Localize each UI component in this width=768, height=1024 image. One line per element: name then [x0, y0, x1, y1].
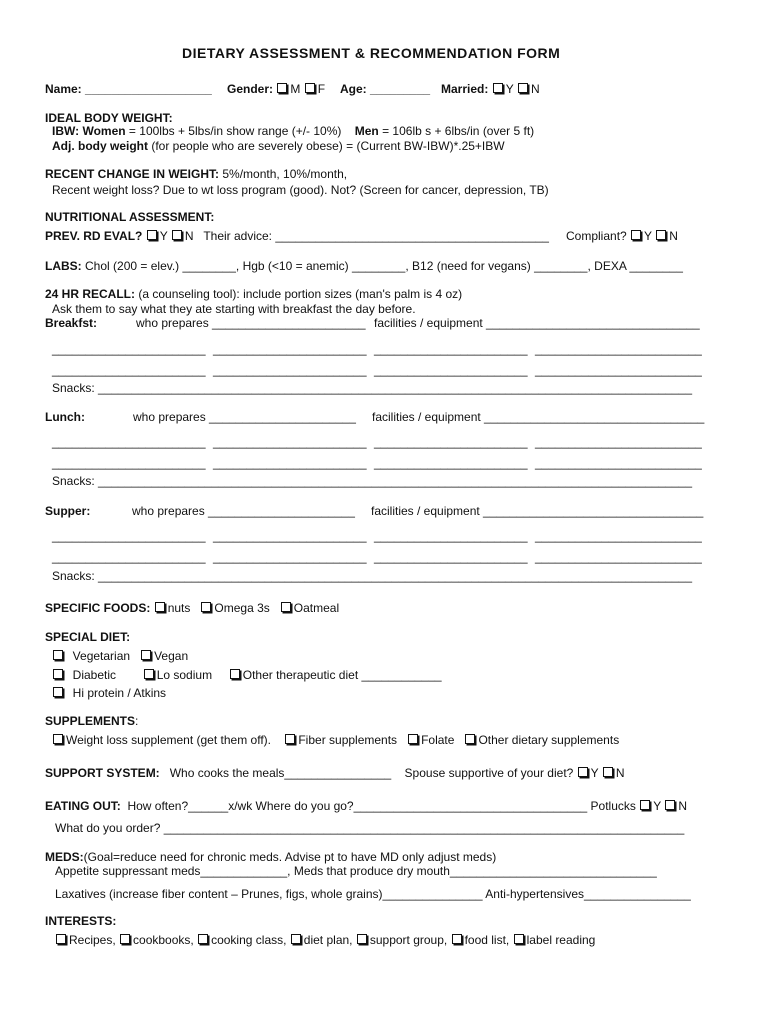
blank-line[interactable]: _______________________: [374, 363, 528, 377]
eating-out-label: EATING OUT:: [45, 799, 121, 813]
checkbox-icon[interactable]: [305, 83, 315, 93]
checkbox-icon[interactable]: [291, 934, 301, 944]
age-field[interactable]: Age: _________: [340, 82, 431, 96]
nutritional-heading: NUTRITIONAL ASSESSMENT:: [45, 210, 215, 224]
breakfast-label: Breakfst:: [45, 316, 98, 330]
lunch-who-prepares[interactable]: who prepares ______________________: [133, 410, 356, 424]
gender-m-label: M: [290, 82, 301, 96]
spouse-y: Y: [590, 766, 599, 780]
option-diabetic: Diabetic: [72, 668, 117, 682]
married-label: Married:: [441, 82, 489, 96]
labs-line: [45, 259, 683, 273]
potlucks-y: Y: [653, 799, 662, 813]
blank-line[interactable]: _________________________: [535, 363, 702, 377]
option-lo-sodium: Lo sodium: [156, 668, 213, 682]
lunch-snacks[interactable]: Snacks: _________________________________________________________________________________________: [52, 474, 692, 488]
blank-line[interactable]: _________________________: [535, 342, 702, 356]
lunch-facilities[interactable]: facilities / equipment _________________________________: [372, 410, 705, 424]
compliant-y: Y: [644, 229, 652, 243]
spouse-n: N: [615, 766, 625, 780]
spouse-supportive-label: Spouse supportive of your diet?: [404, 766, 574, 780]
checkbox-icon[interactable]: [147, 230, 157, 240]
supplements-label: SUPPLEMENTS: [45, 714, 136, 728]
blank-line[interactable]: _______________________: [374, 529, 528, 543]
checkbox-icon[interactable]: [518, 83, 528, 93]
blank-line[interactable]: _________________________: [535, 529, 702, 543]
option-fiber-supplements: Fiber supplements: [298, 733, 398, 747]
form-title: DIETARY ASSESSMENT & RECOMMENDATION FORM: [182, 45, 561, 61]
option-diet-plan: diet plan,: [303, 933, 353, 947]
recent-change-heading: RECENT CHANGE IN WEIGHT:: [45, 167, 219, 181]
supper-snacks[interactable]: Snacks: _________________________________________________________________________________________: [52, 569, 692, 583]
married-n-label: N: [531, 82, 540, 96]
checkbox-icon[interactable]: [198, 934, 208, 944]
special-diet-row-2: [52, 668, 442, 682]
checkbox-icon[interactable]: [53, 734, 63, 744]
blank-line[interactable]: _________________________: [535, 435, 702, 449]
blank-line[interactable]: _______________________: [213, 529, 367, 543]
name-field[interactable]: Name: ___________________: [45, 82, 212, 96]
supper-label: Supper:: [45, 504, 91, 518]
option-folate: Folate: [421, 733, 455, 747]
eating-out-fields[interactable]: How often?______x/wk Where do you go?___________________________________: [127, 799, 588, 813]
meds-label: MEDS:: [45, 850, 84, 864]
compliant-n: N: [669, 229, 678, 243]
advice-field[interactable]: Their advice: _________________________________________: [203, 229, 549, 243]
support-system-label: SUPPORT SYSTEM:: [45, 766, 160, 780]
interests-label: INTERESTS:: [45, 914, 117, 928]
special-diet-row-3: [52, 686, 166, 700]
gender-f-label: F: [317, 82, 326, 96]
special-diet-row-1: [52, 649, 188, 663]
blank-line[interactable]: _______________________: [213, 342, 367, 356]
option-food-list: food list,: [464, 933, 510, 947]
blank-line[interactable]: _______________________: [374, 435, 528, 449]
checkbox-icon[interactable]: [514, 934, 524, 944]
recall-heading: 24 HR RECALL:: [45, 287, 136, 301]
option-cookbooks: cookbooks,: [133, 933, 194, 947]
blank-line[interactable]: _______________________: [52, 529, 206, 543]
breakfast-facilities[interactable]: facilities / equipment ________________________________: [374, 316, 700, 330]
checkbox-icon[interactable]: [665, 800, 675, 810]
checkbox-icon[interactable]: [631, 230, 641, 240]
option-omega3: Omega 3s: [214, 601, 270, 615]
recall-description: (a counseling tool): include portion sizes (man's palm is 4 oz): [138, 287, 463, 301]
breakfast-snacks[interactable]: Snacks: _________________________________________________________________________________________: [52, 381, 692, 395]
potlucks-n: N: [678, 799, 688, 813]
checkbox-icon[interactable]: [656, 230, 666, 240]
checkbox-icon[interactable]: [603, 767, 613, 777]
laxatives-field[interactable]: Laxatives (increase fiber content – Prunes, figs, whole grains)_______________ Anti-hypertensives________________: [55, 887, 691, 901]
blank-line[interactable]: _______________________: [52, 363, 206, 377]
men-formula: = 106lb s + 6lbs/in (over 5 ft): [382, 124, 535, 138]
appetite-meds-field[interactable]: Appetite suppressant meds_____________, Meds that produce dry mouth_______________________________: [55, 864, 657, 878]
potlucks-label: Potlucks: [590, 799, 636, 813]
option-other-diet[interactable]: Other therapeutic diet ____________: [242, 668, 442, 682]
blank-line[interactable]: _______________________: [374, 550, 528, 564]
eating-out-line: [45, 799, 687, 813]
checkbox-icon[interactable]: [578, 767, 588, 777]
checkbox-icon[interactable]: [144, 669, 154, 679]
gender-label: Gender:: [227, 82, 274, 96]
who-cooks-field[interactable]: Who cooks the meals________________: [169, 766, 392, 780]
labs-fields[interactable]: Chol (200 = elev.) ________, Hgb (<10 = anemic) ________, B12 (need for vegans) ________, DEXA ________: [85, 259, 683, 273]
special-diet-label: SPECIAL DIET:: [45, 630, 131, 644]
checkbox-icon[interactable]: [465, 734, 475, 744]
interests-options: [55, 933, 595, 947]
checkbox-icon[interactable]: [408, 734, 418, 744]
ibw-heading: IDEAL BODY WEIGHT:: [45, 111, 173, 125]
breakfast-who-prepares[interactable]: who prepares _______________________: [136, 316, 366, 330]
adj-weight-formula: (for people who are severely obese) = (Current BW-IBW)*.25+IBW: [151, 139, 505, 153]
blank-line[interactable]: _______________________: [374, 456, 528, 470]
supper-who-prepares[interactable]: who prepares ______________________: [132, 504, 355, 518]
meds-goal: (Goal=reduce need for chronic meds. Advise pt to have MD only adjust meds): [83, 850, 497, 864]
prev-rd-label: PREV. RD EVAL?: [45, 229, 143, 243]
checkbox-icon[interactable]: [493, 83, 503, 93]
compliant-field: [566, 229, 678, 243]
checkbox-icon[interactable]: [53, 687, 63, 697]
prev-rd-line: [45, 229, 549, 243]
checkbox-icon[interactable]: [141, 650, 151, 660]
supplements-options: [52, 733, 619, 747]
married-y-label: Y: [505, 82, 514, 96]
checkbox-icon[interactable]: [285, 734, 295, 744]
checkbox-icon[interactable]: [230, 669, 240, 679]
checkbox-icon[interactable]: [120, 934, 130, 944]
option-nuts: nuts: [167, 601, 191, 615]
option-hi-protein: Hi protein / Atkins: [72, 686, 167, 700]
support-system-line: [45, 766, 624, 780]
prev-rd-n: N: [184, 229, 194, 243]
compliant-label: Compliant?: [566, 229, 627, 243]
blank-line[interactable]: _______________________: [213, 550, 367, 564]
blank-line[interactable]: _______________________: [52, 550, 206, 564]
blank-line[interactable]: _________________________: [535, 456, 702, 470]
checkbox-icon[interactable]: [357, 934, 367, 944]
option-oatmeal: Oatmeal: [293, 601, 340, 615]
prev-rd-y: Y: [159, 229, 168, 243]
ibw-label: IBW:: [52, 124, 80, 138]
blank-line[interactable]: _______________________: [213, 456, 367, 470]
supper-facilities[interactable]: facilities / equipment _________________________________: [371, 504, 704, 518]
option-recipes: Recipes,: [69, 933, 116, 947]
checkbox-icon[interactable]: [452, 934, 462, 944]
option-label-reading: label reading: [526, 933, 596, 947]
checkbox-icon[interactable]: [155, 602, 165, 612]
blank-line[interactable]: _______________________: [52, 342, 206, 356]
specific-foods-label: SPECIFIC FOODS:: [45, 601, 151, 615]
blank-line[interactable]: _______________________: [52, 456, 206, 470]
checkbox-icon[interactable]: [56, 934, 66, 944]
women-label: Women: [82, 124, 126, 138]
checkbox-icon[interactable]: [172, 230, 182, 240]
blank-line[interactable]: _________________________: [535, 550, 702, 564]
recent-change-line: [45, 167, 347, 181]
checkbox-icon[interactable]: [53, 650, 63, 660]
labs-label: LABS:: [45, 259, 82, 273]
supplements-heading: [45, 714, 138, 728]
option-other-supplements: Other dietary supplements: [478, 733, 620, 747]
checkbox-icon[interactable]: [201, 602, 211, 612]
recent-change-rates: 5%/month, 10%/month,: [222, 167, 348, 181]
option-vegetarian: Vegetarian: [72, 649, 131, 663]
blank-line[interactable]: _______________________: [213, 363, 367, 377]
checkbox-icon[interactable]: [640, 800, 650, 810]
adj-weight-line: [52, 139, 505, 153]
checkbox-icon[interactable]: [53, 669, 63, 679]
supplements-colon: :: [135, 714, 139, 728]
men-label: Men: [354, 124, 379, 138]
ibw-line: [52, 124, 534, 138]
blank-line[interactable]: _______________________: [52, 435, 206, 449]
option-vegan: Vegan: [154, 649, 189, 663]
checkbox-icon[interactable]: [281, 602, 291, 612]
recent-loss-note: Recent weight loss? Due to wt loss program (good). Not? (Screen for cancer, depression, TB): [52, 183, 549, 197]
lunch-label: Lunch:: [45, 410, 85, 424]
blank-line[interactable]: _______________________: [213, 435, 367, 449]
checkbox-icon[interactable]: [277, 83, 287, 93]
women-formula: = 100lbs + 5lbs/in show range (+/- 10%): [128, 124, 342, 138]
option-weight-loss-supplement: Weight loss supplement (get them off).: [66, 733, 271, 747]
adj-weight-label: Adj. body weight: [52, 139, 148, 153]
gender-field: [227, 82, 325, 96]
recall-instructions: Ask them to say what they ate starting with breakfast the day before.: [52, 302, 416, 316]
specific-foods-line: [45, 601, 339, 615]
married-field: [441, 82, 540, 96]
recall-heading-line: [45, 287, 462, 301]
option-support-group: support group,: [369, 933, 448, 947]
option-cooking-class: cooking class,: [211, 933, 287, 947]
what-do-you-order-field[interactable]: What do you order? ______________________________________________________________________________: [55, 821, 685, 835]
meds-line: [45, 850, 496, 864]
blank-line[interactable]: _______________________: [374, 342, 528, 356]
